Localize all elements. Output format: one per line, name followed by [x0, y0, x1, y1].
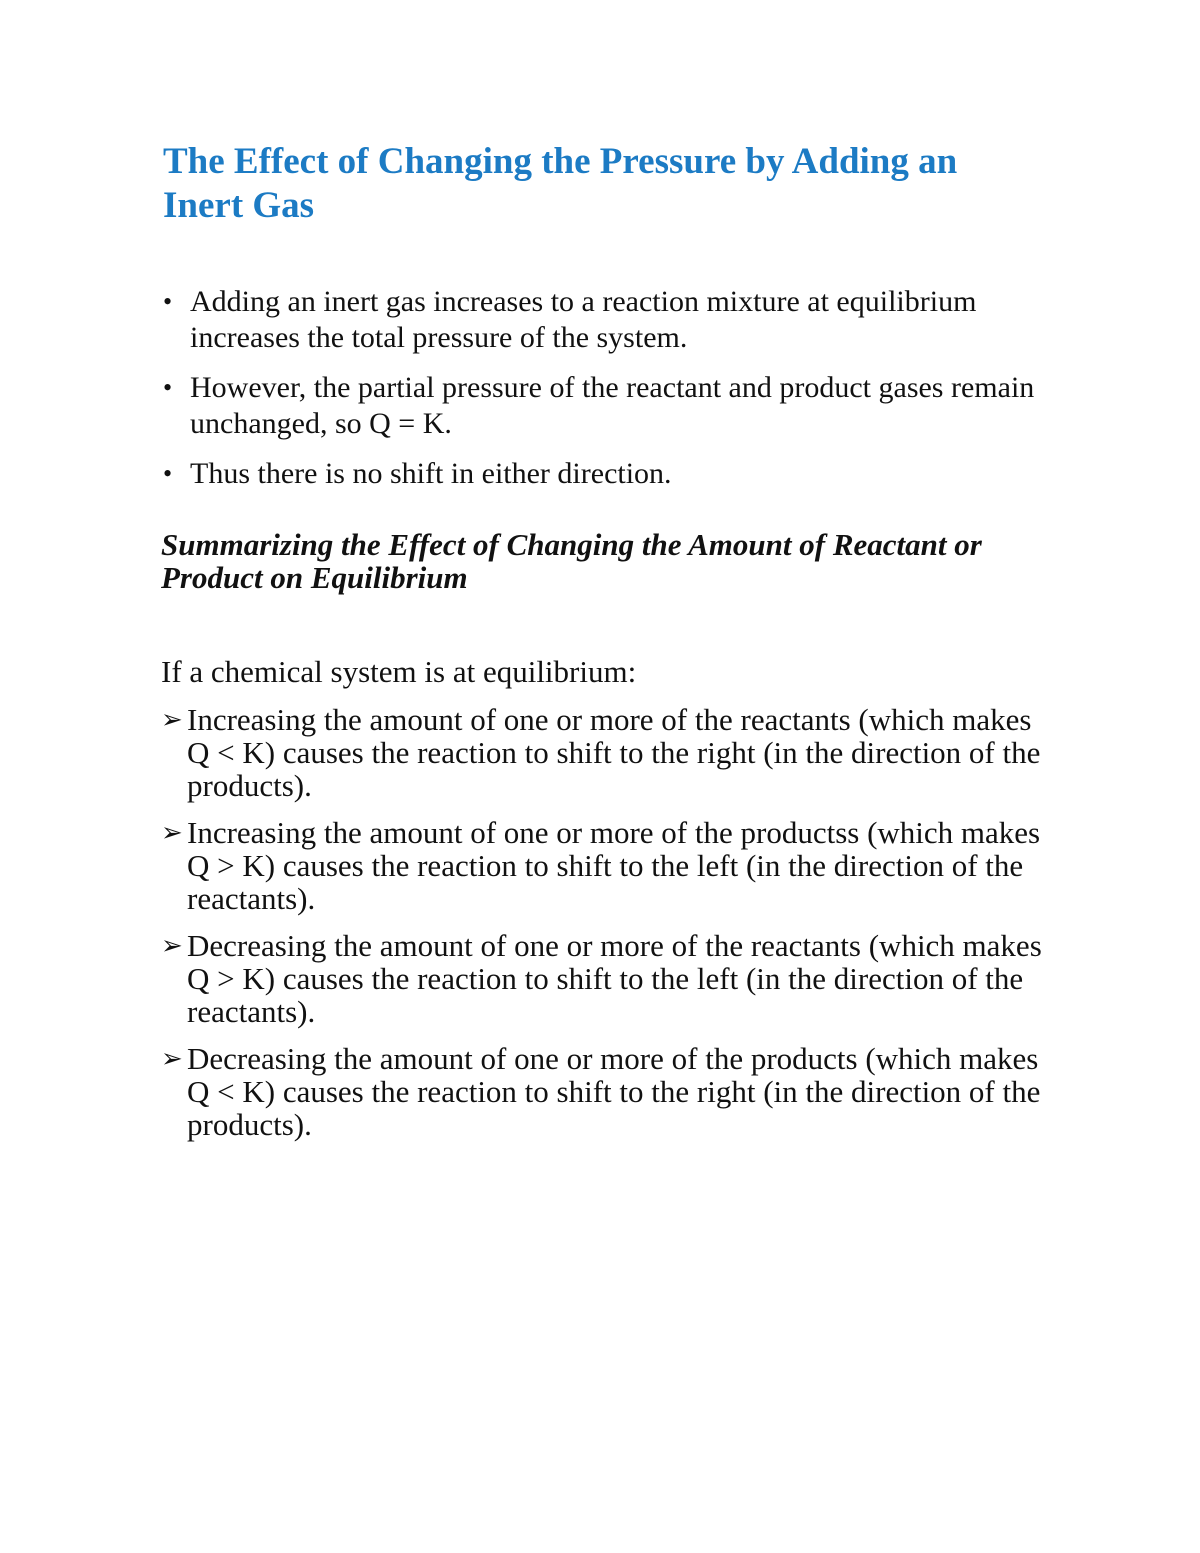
bullet-text: Thus there is no shift in either direction. [190, 457, 672, 490]
list-item [161, 1042, 1061, 1141]
arrow-bullet-icon: ➢ [161, 1044, 183, 1073]
section-title-summary: Summarizing the Effect of Changing the Amount of Reactant or Product on Equilibrium [161, 527, 982, 595]
list-item [163, 370, 1063, 442]
bullet-text: However, the partial pressure of the reactant and product gases remain unchanged, so Q = K. [190, 371, 1035, 440]
arrow-bullet-icon: ➢ [161, 705, 183, 734]
summary-intro: If a chemical system is at equilibrium: [161, 654, 637, 689]
arrow-item-text: Increasing the amount of one or more of the productss (which makes Q > K) causes the reaction to shift to the left (in the direction of the reactants). [187, 815, 1041, 916]
list-item [163, 456, 1063, 492]
section-title-inert-gas: The Effect of Changing the Pressure by Adding an Inert Gas [163, 141, 958, 226]
bullet-icon: • [163, 287, 173, 316]
arrow-item-text: Increasing the amount of one or more of the reactants (which makes Q < K) causes the reaction to shift to the right (in the direction of the products). [187, 702, 1041, 803]
arrow-item-text: Decreasing the amount of one or more of the reactants (which makes Q > K) causes the reaction to shift to the left (in the direction of the reactants). [187, 928, 1042, 1029]
list-item [161, 929, 1061, 1028]
bullet-icon: • [163, 373, 173, 402]
bullet-icon: • [163, 459, 173, 488]
arrow-item-text: Decreasing the amount of one or more of the products (which makes Q < K) causes the reaction to shift to the right (in the direction of the products). [187, 1041, 1041, 1142]
list-item [161, 703, 1061, 802]
arrow-bullet-icon: ➢ [161, 818, 183, 847]
arrow-bullet-icon: ➢ [161, 931, 183, 960]
list-item [161, 816, 1061, 915]
list-item [163, 284, 1063, 356]
summary-arrow-list [161, 703, 1061, 1155]
bullet-text: Adding an inert gas increases to a reaction mixture at equilibrium increases the total pressure of the system. [190, 285, 977, 354]
inert-gas-bullet-list [163, 284, 1063, 506]
